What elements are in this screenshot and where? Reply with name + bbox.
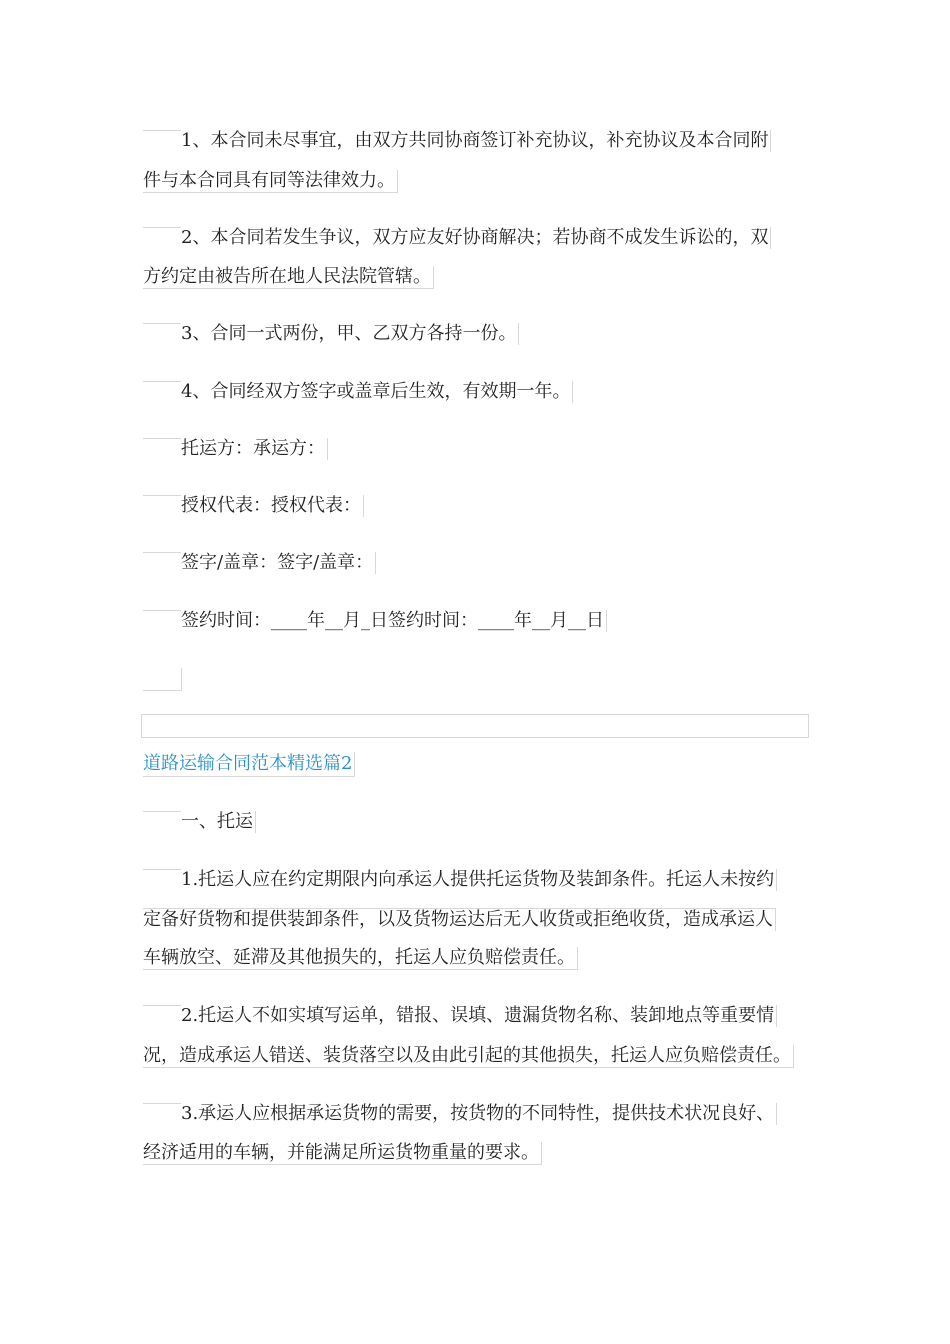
item-3-line-1: 3.承运人应根据承运货物的需要，按货物的不同特性，提供技术状况良好、 — [143, 1103, 777, 1125]
clause-1-line-2: 件与本合同具有同等法律效力。 — [143, 170, 398, 193]
empty-paragraph — [143, 668, 182, 691]
clause-4-line-1: 4、合同经双方签字或盖章后生效，有效期一年。 — [143, 381, 573, 403]
signature-representatives: 授权代表：授权代表： — [143, 495, 364, 517]
signature-sign: 签字/盖章：签字/盖章： — [143, 552, 376, 574]
item-1-line-1: 1.托运人应在约定期限内向承运人提供托运货物及装卸条件。托运人未按约 — [143, 869, 777, 891]
item-2-line-2: 况，造成承运人错送、装货落空以及由此引起的其他损失，托运人应负赔偿责任。 — [143, 1045, 794, 1068]
clause-1-line-1: 1、本合同未尽事宜，由双方共同协商签订补充协议，补充协议及本合同附 — [143, 130, 771, 152]
clause-3-line-1: 3、合同一式两份，甲、乙双方各持一份。 — [143, 323, 519, 345]
signature-date: 签约时间：____年__月_日签约时间：____年__月__日 — [143, 610, 607, 632]
signature-parties: 托运方：承运方： — [143, 438, 328, 460]
item-1-line-2: 定备好货物和提供装卸条件，以及货物运达后无人收货或拒绝收货，造成承运人 — [143, 908, 776, 931]
clause-2-line-2: 方约定由被告所在地人民法院管辖。 — [143, 266, 434, 289]
item-2-line-1: 2.托运人不如实填写运单，错报、误填、遗漏货物名称、装卸地点等重要情 — [143, 1005, 777, 1027]
clause-2-line-1: 2、本合同若发生争议，双方应友好协商解决；若协商不成发生诉讼的，双 — [143, 227, 771, 249]
section-heading: 道路运输合同范本精选篇2 — [143, 752, 355, 777]
section-divider — [141, 714, 809, 738]
item-1-line-3: 车辆放空、延滞及其他损失的，托运人应负赔偿责任。 — [143, 947, 578, 970]
item-3-line-2: 经济适用的车辆，并能满足所运货物重量的要求。 — [143, 1142, 542, 1165]
section-subheading: 一、托运 — [143, 811, 256, 833]
